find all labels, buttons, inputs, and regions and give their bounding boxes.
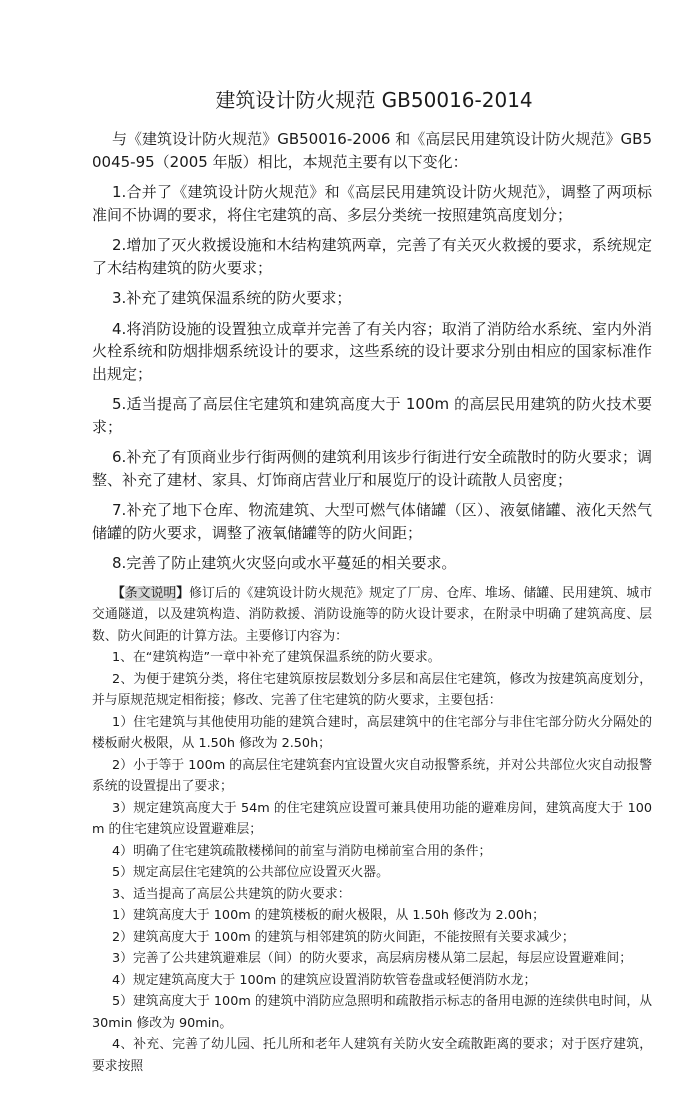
explanation-item: 1）建筑高度大于 100m 的建筑楼板的耐火极限，从 1.50h 修改为 2.00h；	[112, 908, 545, 923]
explanation-item: 2）小于等于 100m 的高层住宅建筑套内宜设置火灾自动报警系统，并对公共部位火灾自动报警系统的设置提出了要求；	[92, 757, 652, 794]
explanation-item: 3）完善了公共建筑避难层（间）的防火要求，高层病房楼从第二层起，每层应设置避难间；	[112, 951, 633, 966]
intro-paragraph: 与《建筑设计防火规范》GB50016-2006 和《高层民用建筑设计防火规范》GB50045-95（2005 年版）相比，本规范主要有以下变化：	[92, 130, 652, 171]
explanation-item: 2、为便于建筑分类，将住宅建筑原按层数划分多层和高层住宅建筑，修改为按建筑高度划分，并与原规范规定相衔接；修改、完善了住宅建筑的防火要求，主要包括：	[92, 671, 652, 708]
change-item: 4.将消防设施的设置独立成章并完善了有关内容；取消了消防给水系统、室内外消火栓系统和防烟排烟系统设计的要求，这些系统的设计要求分别由相应的国家标准作出规定；	[92, 319, 652, 383]
explanation-item: 4、补充、完善了幼儿园、托儿所和老年人建筑有关防火安全疏散距离的要求；对于医疗建筑，要求按照	[92, 1037, 652, 1074]
explanation-lead	[92, 583, 652, 648]
change-item: 8.完善了防止建筑火灾竖向或水平蔓延的相关要求。	[112, 554, 457, 572]
explanation-item: 3）规定建筑高度大于 54m 的住宅建筑应设置可兼具使用功能的避难房间，建筑高度大于 100m 的住宅建筑应设置避难层；	[92, 800, 652, 837]
explanation-item: 5）规定高层住宅建筑的公共部位应设置灭火器。	[112, 865, 389, 880]
bracket-close: 】	[176, 585, 190, 601]
explanation-item: 1、在“建筑构造”一章中补充了建筑保温系统的防火要求。	[112, 650, 441, 665]
change-item: 7.补充了地下仓库、物流建筑、大型可燃气体储罐（区）、液氨储罐、液化天然气储罐的防火要求，调整了液氧储罐等的防火间距；	[92, 501, 652, 542]
explanation-item: 4）明确了住宅建筑疏散楼梯间的前室与消防电梯前室合用的条件；	[112, 843, 492, 859]
bracket-open: 【	[112, 585, 125, 601]
explanation-item: 1）住宅建筑与其他使用功能的建筑合建时，高层建筑中的住宅部分与非住宅部分防火分隔处的楼板耐火极限，从 1.50h 修改为 2.50h；	[92, 714, 652, 751]
changes-section	[92, 128, 652, 575]
change-item: 6.补充了有顶商业步行街两侧的建筑利用该步行街进行安全疏散时的防火要求；调整、补充了建材、家具、灯饰商店营业厅和展览厅的设计疏散人员密度；	[92, 448, 652, 489]
explanation-item: 5）建筑高度大于 100m 的建筑中消防应急照明和疏散指示标志的备用电源的连续供电时间，从 30min 修改为 90min。	[92, 994, 652, 1031]
change-item: 2.增加了灭火救援设施和木结构建筑两章，完善了有关灭火救援的要求，系统规定了木结构建筑的防火要求；	[92, 236, 652, 277]
explanation-section	[92, 583, 652, 1078]
explanation-item: 3、适当提高了高层公共建筑的防火要求：	[112, 886, 351, 902]
explanation-item: 2）建筑高度大于 100m 的建筑与相邻建筑的防火间距，不能按照有关要求减少；	[112, 929, 575, 945]
explanation-label: 条文说明	[124, 585, 177, 601]
change-item: 3.补充了建筑保温系统的防火要求；	[112, 289, 352, 307]
change-item: 5.适当提高了高层住宅建筑和建筑高度大于 100m 的高层民用建筑的防火技术要求；	[92, 395, 652, 436]
explanation-item: 4）规定建筑高度大于 100m 的建筑应设置消防软管卷盘或轻便消防水龙；	[112, 972, 537, 988]
document-title: 建筑设计防火规范 GB50016-2014	[215, 88, 533, 112]
change-item: 1.合并了《建筑设计防火规范》和《高层民用建筑设计防火规范》，调整了两项标准间不协调的要求，将住宅建筑的高、多层分类统一按照建筑高度划分；	[92, 183, 652, 224]
explanation-lead-text: 修订后的《建筑设计防火规范》规定了厂房、仓库、堆场、储罐、民用建筑、城市交通隧道，以及建筑构造、消防救援、消防设施等的防火设计要求，在附录中明确了建筑高度、层数、防火间距的计算方法。主要修订内容为：	[92, 585, 653, 644]
